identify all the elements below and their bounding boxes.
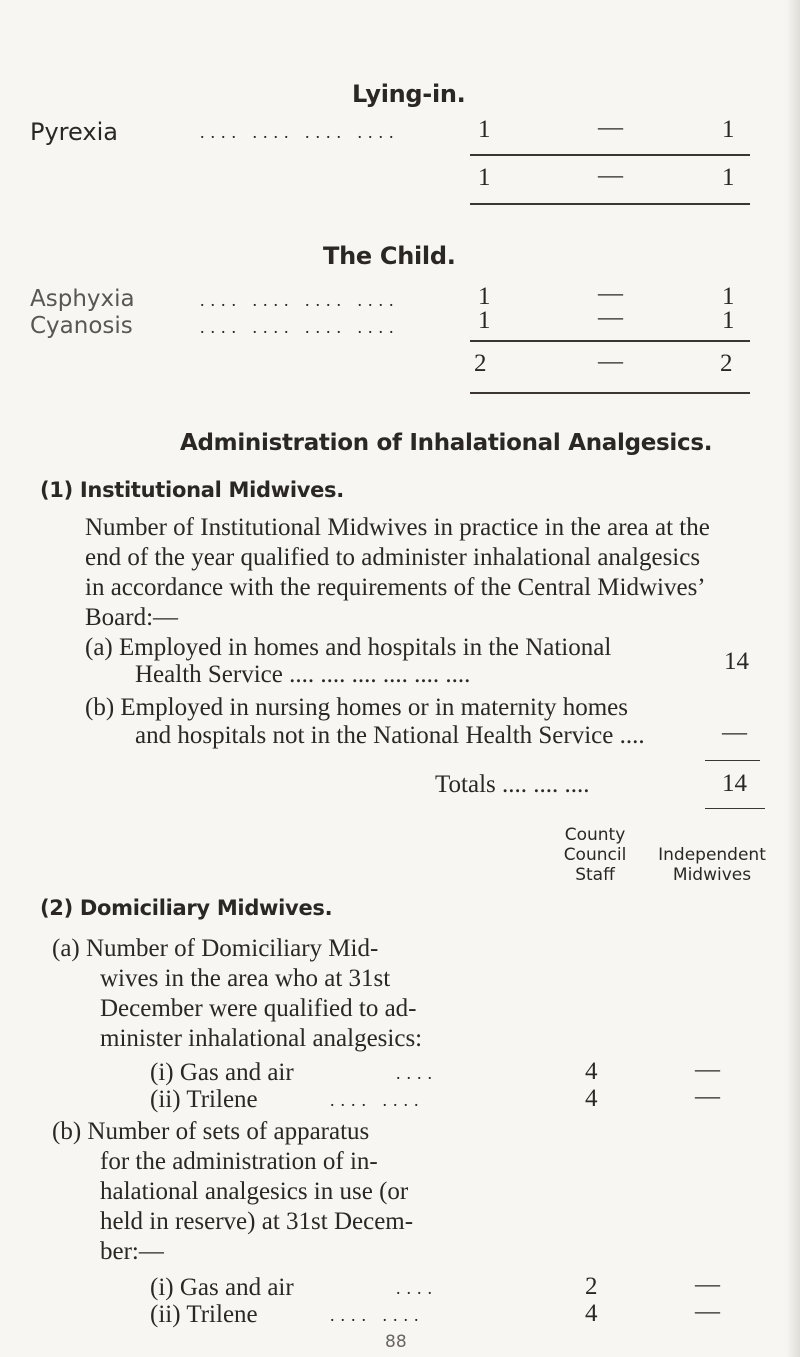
col-header-independent-line-1: Independent — [658, 845, 766, 865]
institutional-intro-line-3: in accordance with the requirements of the Central Midwives’ — [85, 574, 706, 601]
domiciliary-a-item-1-label: (i) Gas and air — [150, 1059, 294, 1086]
the-child-total-a: 2 — [474, 350, 487, 377]
institutional-item-b-value: — — [722, 719, 747, 746]
domiciliary-b-line-4: held in reserve) at 31st Decem- — [100, 1208, 414, 1235]
pyrexia-value-a: 1 — [478, 116, 491, 143]
cyanosis-dash: — — [598, 304, 623, 331]
domiciliary-b-line-2: for the administration of in- — [100, 1148, 378, 1175]
institutional-totals-bottom-rule — [705, 808, 765, 809]
col-header-county-line-1: County — [564, 825, 626, 845]
admin-heading: Administration of Inhalational Analgesics. — [180, 430, 713, 456]
domiciliary-b-item-2-label: (ii) Trilene — [150, 1301, 258, 1328]
domiciliary-a-line-1: (a) Number of Domiciliary Mid- — [52, 935, 379, 962]
institutional-item-b-line-1: (b) Employed in nursing homes or in maternity homes — [85, 694, 628, 721]
col-header-independent-midwives — [652, 845, 772, 885]
institutional-item-a-line-1: (a) Employed in homes and hospitals in the National — [85, 634, 612, 661]
domiciliary-b-item-2-independent: — — [695, 1298, 720, 1325]
pyrexia-value-b: 1 — [722, 116, 735, 143]
domiciliary-a-item-1-independent: — — [695, 1056, 720, 1083]
domiciliary-b-line-3: halational analgesics in use (or — [100, 1178, 409, 1205]
lying-in-total-rule — [470, 203, 750, 205]
the-child-total-dash: — — [598, 348, 623, 375]
pyrexia-label: Pyrexia — [30, 118, 118, 146]
cyanosis-dots: .... .... .... .... — [200, 317, 400, 337]
the-child-subtotal-rule — [470, 340, 750, 342]
col-header-independent-line-2: Midwives — [672, 865, 752, 885]
domiciliary-b-item-1-label: (i) Gas and air — [150, 1274, 294, 1301]
domiciliary-b-item-1-county: 2 — [585, 1273, 598, 1300]
domiciliary-b-item-1-dots: .... — [396, 1278, 438, 1298]
domiciliary-a-line-2: wives in the area who at 31st — [100, 965, 391, 992]
cyanosis-value-b: 1 — [722, 307, 735, 334]
lying-in-subtotal-rule — [470, 154, 750, 156]
domiciliary-a-item-1-dots: .... — [396, 1063, 438, 1083]
cyanosis-label: Cyanosis — [30, 313, 133, 339]
institutional-intro-line-2: end of the year qualified to administer inhalational analgesics — [85, 544, 701, 571]
domiciliary-heading: (2) Domiciliary Midwives. — [40, 896, 333, 920]
institutional-totals-label: Totals .... .... .... — [435, 771, 590, 798]
institutional-intro-line-4: Board:— — [85, 604, 179, 631]
asphyxia-value-a: 1 — [478, 283, 491, 310]
the-child-total-rule — [470, 392, 750, 394]
institutional-totals-value: 14 — [722, 770, 747, 797]
scan-edge-shadow — [786, 0, 800, 1357]
domiciliary-b-line-1: (b) Number of sets of apparatus — [52, 1118, 370, 1145]
pyrexia-dots: .... .... .... .... — [200, 122, 400, 142]
institutional-item-a-line-2: Health Service .... .... .... .... .... .... — [135, 661, 471, 688]
asphyxia-value-b: 1 — [722, 283, 735, 310]
the-child-heading: The Child. — [323, 242, 456, 270]
domiciliary-a-line-4: minister inhalational analgesics: — [100, 1025, 423, 1052]
lying-in-total-b: 1 — [722, 164, 735, 191]
domiciliary-a-line-3: December were qualified to ad- — [100, 995, 417, 1022]
col-header-county-line-2: Council — [563, 845, 627, 865]
domiciliary-a-item-2-independent: — — [695, 1083, 720, 1110]
asphyxia-dots: .... .... .... .... — [200, 290, 400, 310]
domiciliary-b-item-2-county: 4 — [585, 1300, 598, 1327]
domiciliary-a-item-2-label: (ii) Trilene — [150, 1086, 258, 1113]
domiciliary-b-line-5: ber:— — [100, 1238, 164, 1265]
lying-in-heading: Lying-in. — [352, 80, 466, 108]
lying-in-total-dash: — — [598, 162, 623, 189]
the-child-total-b: 2 — [720, 350, 733, 377]
institutional-intro-line-1: Number of Institutional Midwives in practice in the area at the — [85, 514, 710, 541]
asphyxia-label: Asphyxia — [30, 286, 135, 312]
col-header-county-line-3: Staff — [575, 865, 615, 885]
domiciliary-a-item-2-county: 4 — [585, 1085, 598, 1112]
asphyxia-dash: — — [598, 280, 623, 307]
col-header-county-council-staff — [545, 825, 645, 885]
domiciliary-b-item-1-independent: — — [695, 1271, 720, 1298]
institutional-item-a-value: 14 — [724, 648, 749, 675]
pyrexia-dash: — — [598, 114, 623, 141]
institutional-totals-rule — [705, 760, 760, 761]
institutional-item-b-line-2: and hospitals not in the National Health Service .... — [135, 722, 645, 749]
domiciliary-a-item-2-dots: .... .... — [330, 1090, 425, 1110]
lying-in-total-a: 1 — [478, 164, 491, 191]
domiciliary-b-item-2-dots: .... .... — [330, 1305, 425, 1325]
institutional-heading: (1) Institutional Midwives. — [40, 478, 344, 502]
page-number: 88 — [385, 1332, 407, 1352]
cyanosis-value-a: 1 — [478, 307, 491, 334]
domiciliary-a-item-1-county: 4 — [585, 1058, 598, 1085]
